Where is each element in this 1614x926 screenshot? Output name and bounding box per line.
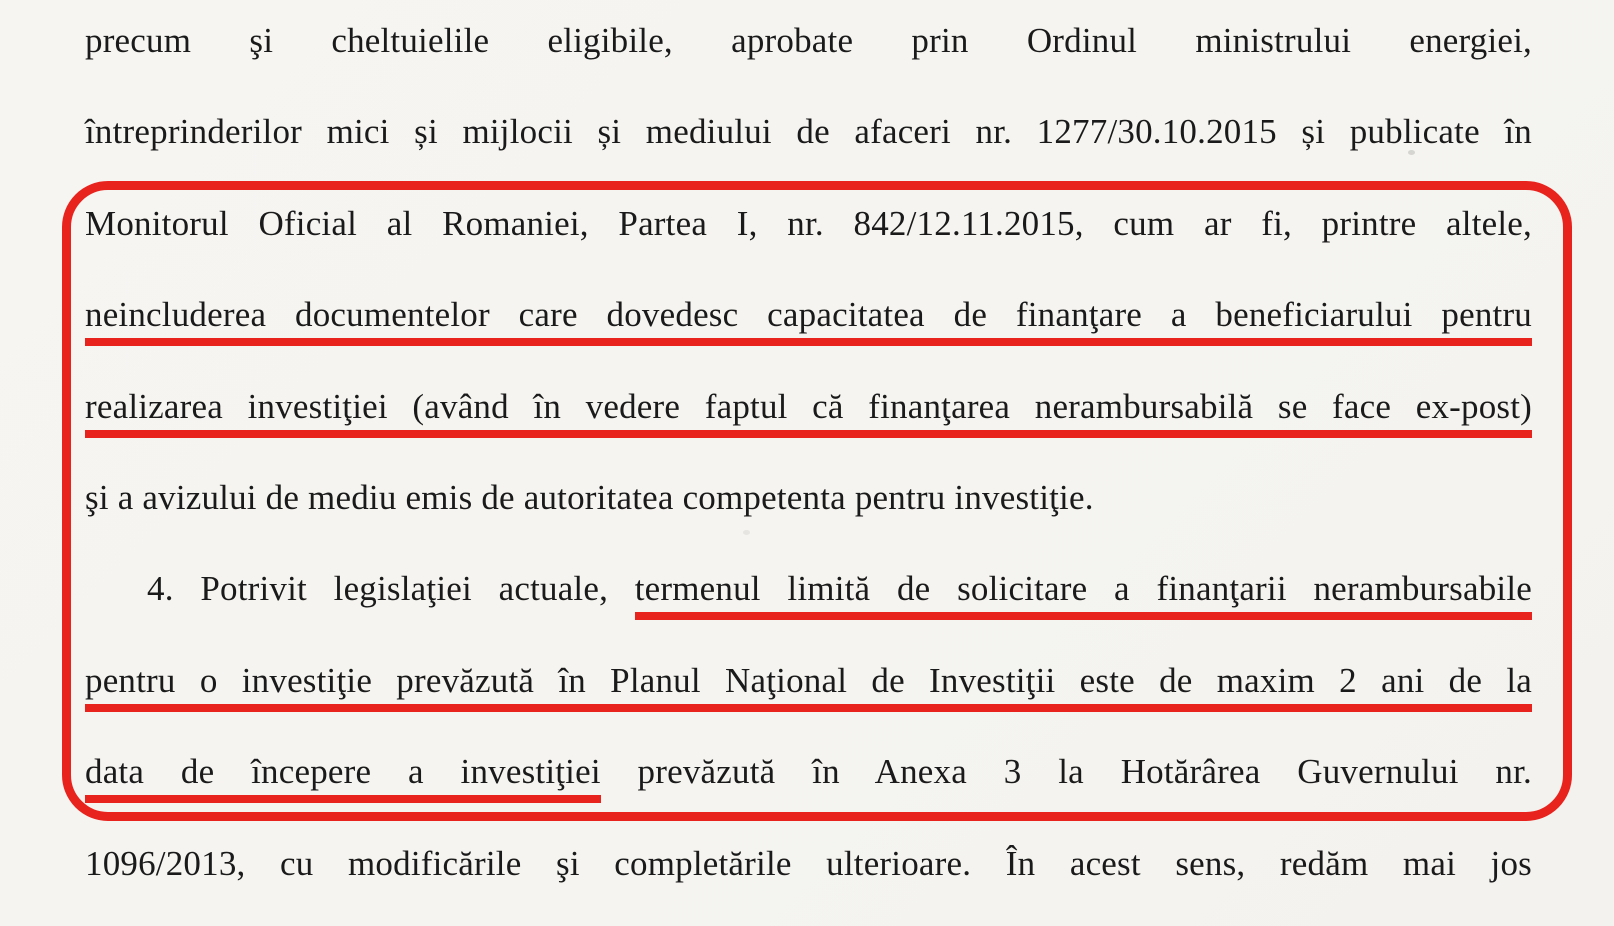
line-text: 1096/2013, cu modificările şi completările ulterioare. În acest sens, redăm mai jos [85, 843, 1532, 883]
text-line-10 [85, 818, 1532, 909]
text-line-8 [85, 635, 1532, 726]
red-underlined-text: termenul limită de solicitare a finanţarii nerambursabile [635, 569, 1532, 620]
text-line-6 [85, 452, 1532, 543]
text-line-9 [85, 726, 1532, 817]
red-underlined-text: realizarea investiţiei (având în vedere faptul că finanţarea nerambursabilă se face ex-post) [85, 387, 1532, 438]
line-text: precum şi cheltuielile eligibile, aprobate prin Ordinul ministrului energiei, [85, 21, 1532, 60]
red-underlined-text: pentru o investiţie prevăzută în Planul Naţional de Investiţii este de maxim 2 ani de la [85, 661, 1532, 712]
text-line-7 [85, 543, 1532, 634]
text-line-3 [85, 178, 1532, 269]
line-text: 4. Potrivit legislaţiei actuale, [147, 569, 635, 609]
text-line-4 [85, 269, 1532, 360]
text-line-2 [85, 86, 1532, 177]
red-underlined-text: neincluderea documentelor care dovedesc capacitatea de finanţare a beneficiarului pentru [85, 295, 1532, 346]
red-underlined-text: data de începere a investiţiei [85, 752, 601, 803]
document-text-block [85, 0, 1532, 909]
text-line-1 [85, 0, 1532, 86]
text-line-5 [85, 361, 1532, 452]
line-text: prevăzută în Anexa 3 la Hotărârea Guvernului nr. [600, 752, 1532, 792]
line-text: şi a avizului de mediu emis de autoritatea competenta pentru investiţie. [85, 477, 1094, 517]
line-text: Monitorul Oficial al Romaniei, Partea I, nr. 842/12.11.2015, cum ar fi, printre altele, [85, 203, 1532, 243]
line-text: întreprinderilor mici și mijlocii și mediului de afaceri nr. 1277/30.10.2015 și publicate în [85, 112, 1532, 152]
